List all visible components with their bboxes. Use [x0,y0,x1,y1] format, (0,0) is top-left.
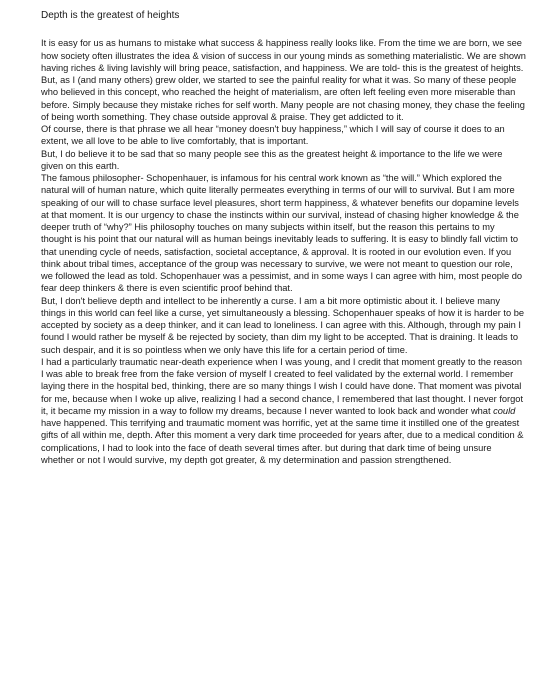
document-title: Depth is the greatest of heights [41,10,180,21]
paragraph: But, I don't believe depth and intellect to be inherently a curse. I am a bit more optimistic about it. I believe many things in this world can feel like a curse, yet simultaneously a blessing. Schopenhauer speaks of how it is harder to be accepted by society as a deep thinker, and it can lead to loneliness. I can agree with this. Although, through my pain I found I would rather be myself & be rejected by society, than dim my light to be accepted. That is draining. It leads to such despair, and it is so pointless when we only have this life for a certain period of time. [41,295,525,355]
emphasized-word: could [493,405,516,416]
paragraph: The famous philosopher- Schopenhauer, is infamous for his central work known as “the will.” Which explored the natural will of human nature, which quite literally permeates everything in terms of our will to survival. But I am more speaking of our will to chase surface level pleasures, short term happiness, & whatever benefits our dopamine levels at that moment. It is our urgency to chase the instincts within our survival, instead of chasing higher knowledge & the deeper truth of “why?” His philosophy touches on many subjects within itself, but the reason this pertains to my thought is his point that our natural will as human beings inevitably leads to suffering. It is easy to blindly fall victim to that unending cycle of needs, satisfaction, societal acceptance, & approval. It is rooted in our evolution even. If you think about tribal times, acceptance of the group was necessary to survive, we were not meant to question our role, we followed the lead as told. Schopenhauer was a pessimist, and in some ways I can agree with him, most people do fear deep thinkers & there is even scientific proof behind that. [41,173,523,294]
paragraph: But, as I (and many others) grew older, we started to see the painful reality for what it was. So many of these people who believed in this concept, who reached the height of materialism, are often left feeling even more miserable than before. Simply because they mistake riches for self worth. Many people are not chasing money, they chase the feeling of being worth something. They chase outside approval & praise. They get addicted to it. [41,75,525,122]
paragraph: It is easy for us as humans to mistake what success & happiness really looks like. From the time we are born, we see how society often illustrates the idea & vision of success in our young minds as something materialistic. We are shown having riches & living lavishly will bring peace, satisfaction, and happiness. We are told- this is the greatest of heights. [41,38,526,73]
paragraph: Of course, there is that phrase we all hear “money doesn't buy happiness,” which I will say of course it does to an extent, we all love to be able to live comfortably, that is important. [41,124,505,147]
paragraph-text: have happened. This terrifying and traumatic moment was horrific, yet at the same time it instilled one of the greatest gifts of all within me, depth. After this moment a very dark time proceeded for years after, due to a medical condition & complications, I had to look into the face of death several times after. but during that dark time of being unsure whether or not I would survive, my depth got greater, & my determination and passion strengthened. [41,418,524,465]
paragraph: But, I do believe it to be sad that so many people see this as the greatest height & importance to the life we were given on this earth. [41,148,503,171]
paragraph-text: I had a particularly traumatic near-death experience when I was young, and I credit that moment greatly to the reason I was able to break free from the fake version of myself I created to feel validated by the external world. I remember laying there in the hospital bed, thinking, there are so many things I wish I could have done. That moment was pivotal for me, because when I woke up alive, realizing I had a second chance, I remembered that last thought. I never forgot it, it became my mission in a way to follow my dreams, because I never wanted to look back and wonder what [41,356,524,416]
paragraph [41,356,526,466]
document-body [41,37,526,466]
